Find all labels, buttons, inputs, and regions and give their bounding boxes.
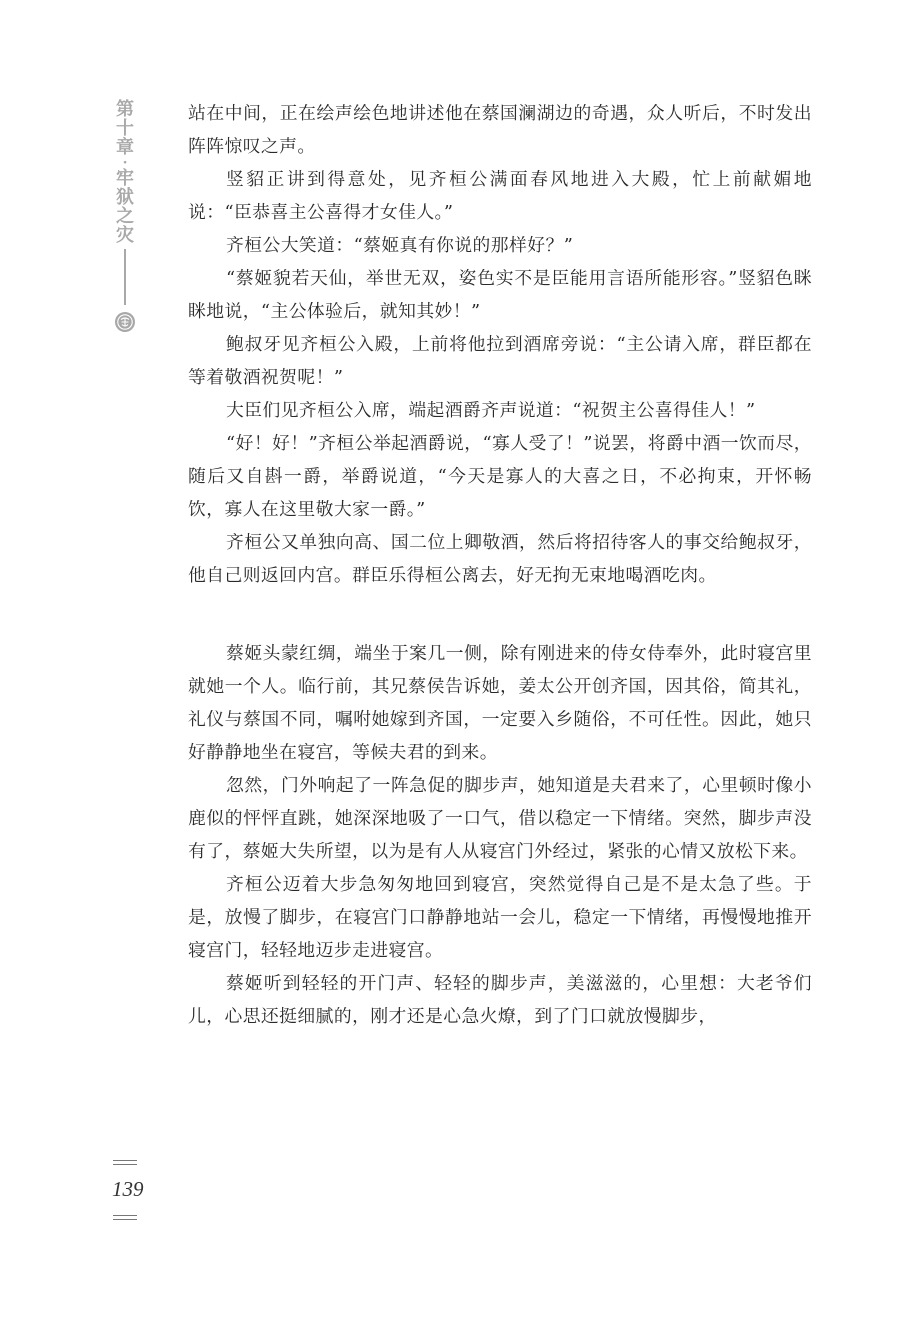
paragraph: 齐桓公又单独向高、国二位上卿敬酒，然后将招待客人的事交给鲍叔牙，他自己则返回内宫。群臣乐得桓公离去，好无拘无束地喝酒吃肉。: [188, 532, 812, 586]
chapter-title-char: 狱: [116, 187, 134, 208]
paragraph: “好！好！”齐桓公举起酒爵说，“寡人受了！”说罢，将爵中酒一饮而尽，随后又自斟一爵，举爵说道，“今天是寡人的大喜之日，不必拘束，开怀畅饮，寡人在这里敬大家一爵。”: [188, 433, 812, 520]
page-number: 139: [112, 1177, 144, 1201]
chapter-title-char: 十: [116, 118, 134, 139]
page-number-top-rule: [113, 1160, 137, 1165]
chapter-title-separator: ·: [122, 155, 128, 171]
page-number-bottom-rule: [113, 1215, 137, 1220]
chapter-title-vertical: [113, 100, 137, 333]
paragraph: 站在中间，正在绘声绘色地讲述他在蔡国澜湖边的奇遇，众人听后，不时发出阵阵惊叹之声。: [188, 103, 812, 157]
paragraph: 竖貂正讲到得意处，见齐桓公满面春风地进入大殿，忙上前献媚地说：“臣恭喜主公喜得才女佳人。”: [188, 169, 812, 223]
section-break: [188, 592, 812, 637]
paragraph: 鲍叔牙见齐桓公入殿，上前将他拉到酒席旁说：“主公请入席，群臣都在等着敬酒祝贺呢！”: [188, 334, 812, 388]
paragraph: 齐桓公大笑道：“蔡姬真有你说的那样好？”: [226, 235, 574, 256]
paragraph: 大臣们见齐桓公入席，端起酒爵齐声说道：“祝贺主公喜得佳人！”: [226, 400, 756, 421]
chapter-title-char: 之: [116, 206, 134, 227]
paragraph: “蔡姬貌若天仙，举世无双，姿色实不是臣能用言语所能形容。”竖貂色眯眯地说，“主公体验后，就知其妙！”: [188, 268, 812, 322]
paragraph: 蔡姬听到轻轻的开门声、轻轻的脚步声，美滋滋的，心里想：大老爷们儿，心思还挺细腻的，刚才还是心急火燎，到了门口就放慢脚步，: [188, 973, 812, 1027]
chapter-title-char: 章: [116, 137, 134, 158]
paragraph: 齐桓公迈着大步急匆匆地回到寝宫，突然觉得自己是不是太急了些。于是，放慢了脚步，在寝宫门口静静地站一会儿，稳定一下情绪，再慢慢地推开寝宫门，轻轻地迈步走进寝宫。: [188, 874, 812, 961]
page-number-block: [113, 1160, 143, 1220]
chapter-title-char: 灾: [116, 225, 134, 246]
chapter-title-char: 牢: [116, 168, 134, 189]
chapter-title-rule: [124, 249, 126, 305]
chapter-title-char: 第: [116, 99, 134, 120]
body-text: [188, 97, 812, 1033]
paragraph: 蔡姬头蒙红绸，端坐于案几一侧，除有刚进来的侍女侍奉外，此时寝宫里就她一个人。临行前，其兄蔡侯告诉她，姜太公开创齐国，因其俗，简其礼，礼仪与蔡国不同，嘱咐她嫁到齐国，一定要入乡随俗，不可任性。因此，她只好静静地坐在寝宫，等候夫君的到来。: [188, 643, 812, 763]
paragraph: 忽然，门外响起了一阵急促的脚步声，她知道是夫君来了，心里顿时像小鹿似的怦怦直跳，她深深地吸了一口气，借以稳定一下情绪。突然，脚步声没有了，蔡姬大失所望，以为是有人从寝宫门外经过，紧张的心情又放松下来。: [188, 775, 812, 862]
round-seal-icon: [114, 311, 136, 333]
